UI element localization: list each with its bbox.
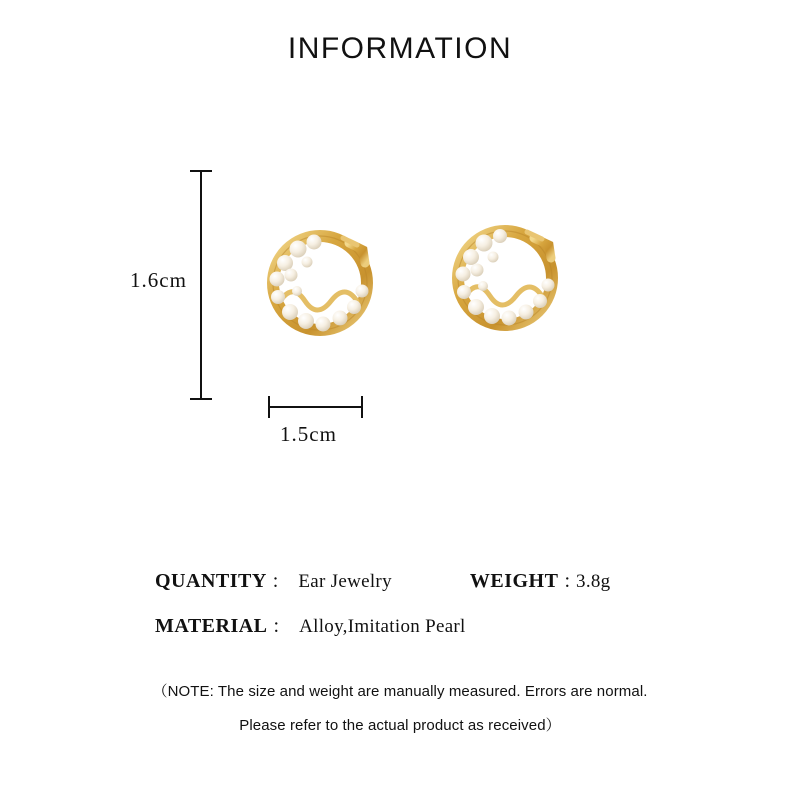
earring-right-graphic [430,198,580,348]
quantity-colon: : [272,570,279,592]
material-label: MATERIAL [155,615,268,637]
height-measure-label: 1.6cm [130,268,187,292]
note-line-2: Please refer to the actual product as received） [239,717,561,734]
quantity-label: QUANTITY [155,570,267,592]
page-title: INFORMATION [287,32,513,65]
pearl-hoop-earring-left [245,205,395,355]
weight-colon: : [564,570,571,592]
height-measure-line [200,170,202,400]
product-measurement-area [130,150,670,470]
weight-label: WEIGHT [469,570,559,592]
material-colon: : [273,615,280,637]
width-measure-line [268,406,363,408]
width-measure-cap-right [361,396,363,418]
material-value: Alloy,Imitation Pearl [299,616,466,637]
height-measure-cap-bottom [190,398,212,400]
notes-block [0,680,800,748]
specifications [0,570,800,660]
quantity-value: Ear Jewelry [298,571,392,592]
note-line-1: （NOTE: The size and weight are manually measured. Errors are normal. [152,683,648,700]
spec-row-quantity-weight [0,570,800,593]
width-measure-label: 1.5cm [280,422,337,446]
weight-value: 3.8g [576,571,611,592]
earring-left-graphic [245,205,395,355]
pearl-hoop-earring-right [430,198,580,348]
spec-row-material [0,615,800,638]
